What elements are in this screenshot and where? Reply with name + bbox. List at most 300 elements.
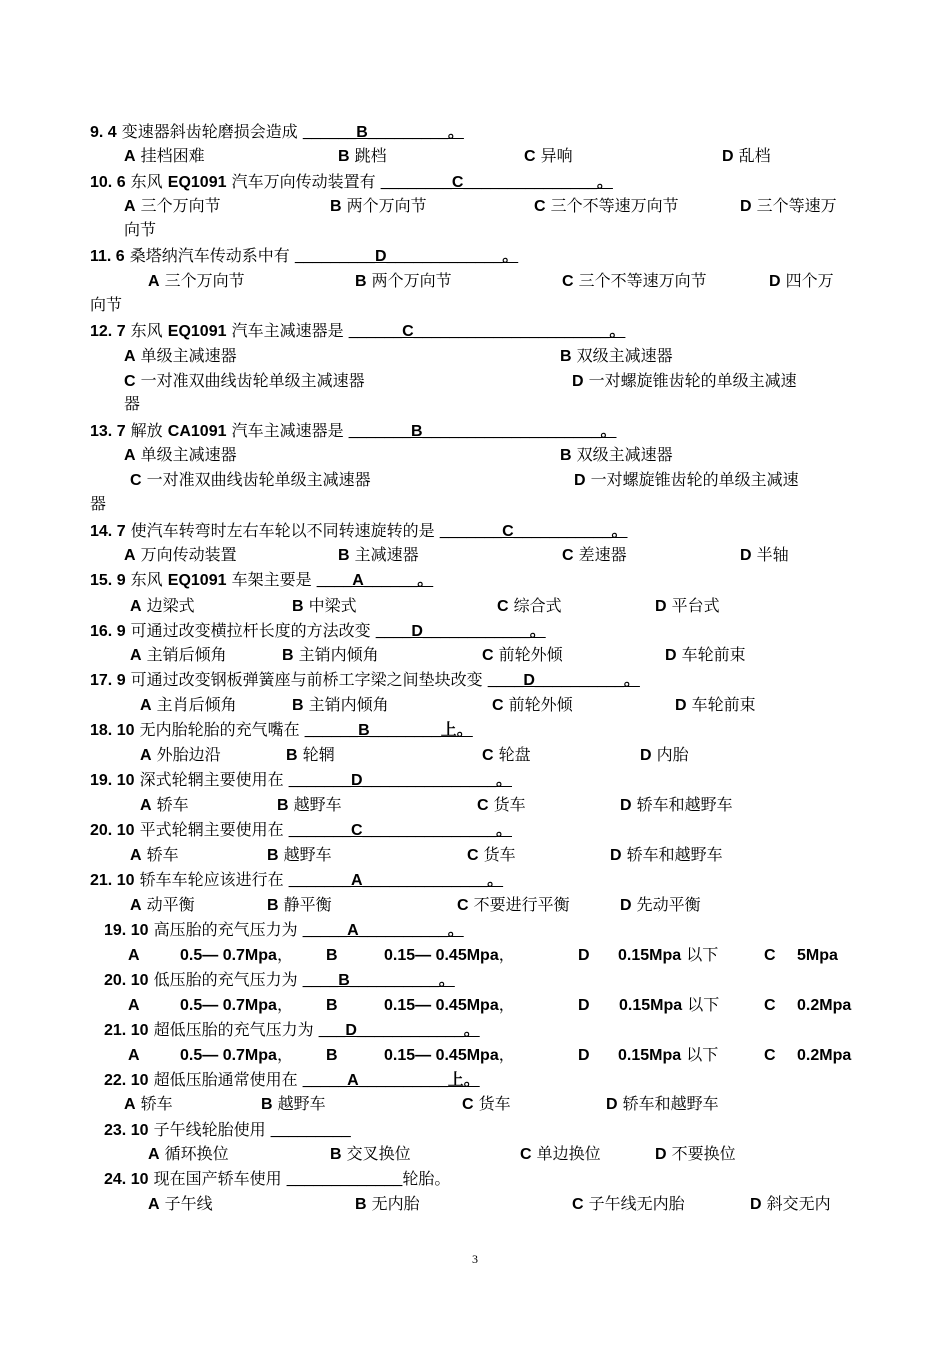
text-segment: D (640, 747, 652, 764)
text-segment: B (282, 647, 294, 664)
text-segment: B (286, 747, 298, 764)
text-segment: B (338, 148, 350, 165)
text-segment: C (764, 1047, 776, 1064)
text-line (90, 770, 512, 790)
text-segment: 内胎 (651, 745, 689, 764)
text-segment: 向节 (124, 220, 157, 239)
question-number: 21. 10 (90, 872, 135, 889)
question-number: 9. 4 (90, 124, 117, 141)
text-segment: 双级主减速器 (571, 346, 673, 365)
text-segment: A (128, 997, 140, 1014)
text-segment: C (457, 897, 469, 914)
text-line (130, 470, 371, 490)
text-segment: ， (498, 1045, 515, 1064)
text-line (180, 1045, 293, 1065)
text-line (534, 196, 679, 216)
answer-blank: _________ (270, 1122, 351, 1139)
text-segment: D (655, 1146, 667, 1163)
question-number: 16. 9 (90, 623, 126, 640)
text-line (90, 295, 122, 315)
question-number: 19. 10 (90, 772, 135, 789)
text-segment: 先动平衡 (631, 895, 701, 914)
text-line (90, 494, 106, 514)
text-segment: B (560, 447, 572, 464)
text-line (292, 596, 357, 616)
answer-blank: ____B__________。 (302, 972, 455, 989)
text-segment: D (578, 947, 590, 964)
answer-blank: ____D____________。 (375, 623, 546, 640)
text-segment: 万向传动装置 (135, 545, 237, 564)
text-segment: 子午线 (159, 1194, 213, 1213)
text-segment: ， (498, 995, 515, 1014)
text-line (384, 1045, 515, 1065)
text-line (124, 146, 205, 166)
text-segment: 无内胎轮胎的充气嘴在 (134, 720, 305, 739)
text-segment: 轮胎。 (402, 1169, 451, 1188)
text-segment: D (750, 1196, 762, 1213)
text-segment: 轮盘 (493, 745, 531, 764)
text-segment: C (534, 198, 546, 215)
text-segment: 汽车主减速器是 (226, 421, 349, 440)
text-line (148, 1144, 229, 1164)
text-line (578, 1045, 590, 1065)
text-line (665, 645, 746, 665)
text-segment: C (124, 373, 136, 390)
text-segment: C (572, 1196, 584, 1213)
question-number: 12. 7 (90, 323, 126, 340)
text-segment: 解放 (125, 421, 168, 440)
text-line (267, 895, 332, 915)
text-segment: 0.15— 0.45Mpa (384, 1047, 499, 1064)
text-segment: 轿车和越野车 (617, 1094, 719, 1113)
text-line (90, 670, 640, 690)
text-line (124, 545, 237, 565)
text-segment: D (606, 1096, 618, 1113)
answer-blank: _______D_______________。 (288, 772, 512, 789)
text-segment: C (497, 598, 509, 615)
text-segment: D (665, 647, 677, 664)
text-line (124, 196, 221, 216)
text-segment: A (128, 1047, 140, 1064)
text-line (618, 945, 718, 965)
question-number: 23. 10 (104, 1122, 149, 1139)
text-line (90, 820, 512, 840)
text-segment: B (355, 1196, 367, 1213)
text-line (267, 845, 332, 865)
text-segment: 一对螺旋锥齿轮的单级主减速 (585, 470, 799, 489)
answer-blank: ______B________上。 (304, 722, 473, 739)
text-segment: 以下 (682, 995, 720, 1014)
text-segment: 车轮前束 (686, 695, 756, 714)
text-segment: 单边换位 (531, 1144, 601, 1163)
text-segment: D (578, 997, 590, 1014)
text-line (578, 995, 590, 1015)
text-line (140, 795, 189, 815)
text-segment: EQ1091 (167, 174, 227, 191)
text-segment: A (124, 547, 136, 564)
text-line (104, 1020, 480, 1040)
answer-blank: _____A__________。 (302, 922, 464, 939)
text-segment: 轿车和越野车 (631, 795, 733, 814)
text-line (277, 795, 342, 815)
text-line (124, 394, 140, 414)
text-segment: 货车 (473, 1094, 511, 1113)
text-segment: 单级主减速器 (135, 346, 237, 365)
text-segment: 以下 (681, 945, 719, 964)
text-line (330, 196, 427, 216)
answer-blank: _______C_______________。 (288, 822, 512, 839)
text-segment: 0.15Mpa (619, 997, 683, 1014)
text-segment: 货车 (488, 795, 526, 814)
text-line (326, 945, 338, 965)
text-segment: 三个万向节 (159, 271, 245, 290)
text-segment: 变速器斜齿轮磨损会造成 (116, 122, 303, 141)
text-segment: 前轮外倾 (493, 645, 563, 664)
question-number: 14. 7 (90, 523, 126, 540)
text-line (477, 795, 526, 815)
text-segment: B (326, 947, 338, 964)
answer-blank: ____D__________。 (487, 672, 640, 689)
text-segment: 可通过改变横拉杆长度的方法改变 (125, 621, 376, 640)
text-line (261, 1094, 326, 1114)
text-segment: 高压胎的充气压力为 (148, 920, 303, 939)
text-segment: C (764, 997, 776, 1014)
text-segment: 边梁式 (141, 596, 195, 615)
text-segment: B (560, 348, 572, 365)
text-segment: A (130, 847, 142, 864)
text-segment: C (562, 547, 574, 564)
text-segment: C (462, 1096, 474, 1113)
text-segment: 三个等速万 (751, 196, 837, 215)
text-segment: 半轴 (751, 545, 789, 564)
text-segment: 异响 (535, 146, 573, 165)
text-line (124, 1094, 173, 1114)
text-line (655, 596, 720, 616)
text-segment: 中梁式 (303, 596, 357, 615)
text-segment: 乱档 (733, 146, 771, 165)
text-line (124, 445, 237, 465)
text-line (722, 146, 771, 166)
text-line (326, 1045, 338, 1065)
text-line (769, 271, 834, 291)
text-line (764, 945, 776, 965)
text-segment: 不要换位 (666, 1144, 736, 1163)
text-segment: 0.15— 0.45Mpa (384, 997, 499, 1014)
text-segment: 跳档 (349, 146, 387, 165)
text-line (130, 645, 227, 665)
text-segment: B (338, 547, 350, 564)
text-segment: 超低压胎的充气压力为 (148, 1020, 319, 1039)
text-segment: 轿车车轮应该进行在 (134, 870, 289, 889)
text-segment: 轿车 (151, 795, 189, 814)
question-number: 13. 7 (90, 423, 126, 440)
question-number: 11. 6 (90, 248, 125, 265)
text-segment: 不要进行平衡 (468, 895, 570, 914)
page-number: 3 (472, 1252, 478, 1266)
text-segment: 可通过改变钢板弹簧座与前桥工字梁之间垫块改变 (125, 670, 488, 689)
text-segment: D (620, 897, 632, 914)
answer-blank: _______C___________。 (439, 523, 628, 540)
text-segment: A (124, 348, 136, 365)
text-segment: D (610, 847, 622, 864)
text-segment: 主肖后倾角 (151, 695, 237, 714)
text-segment: A (140, 797, 152, 814)
text-segment: C (467, 847, 479, 864)
text-line (124, 346, 237, 366)
text-segment: 平式轮辋主要使用在 (134, 820, 289, 839)
text-segment: 差速器 (573, 545, 627, 564)
text-segment: 深式轮辋主要使用在 (134, 770, 289, 789)
text-segment: 平台式 (666, 596, 720, 615)
text-segment: 货车 (478, 845, 516, 864)
text-line (140, 745, 221, 765)
text-segment: 轮辋 (297, 745, 335, 764)
text-segment: C (492, 697, 504, 714)
text-line (797, 995, 851, 1015)
text-segment: 交叉换位 (341, 1144, 411, 1163)
text-segment: D (722, 148, 734, 165)
question-number: 15. 9 (90, 572, 126, 589)
text-segment: 两个万向节 (341, 196, 427, 215)
text-line (467, 845, 516, 865)
text-segment: 0.15— 0.45Mpa (384, 947, 499, 964)
text-segment: 器 (124, 394, 141, 413)
text-segment: A (130, 897, 142, 914)
text-segment: B (292, 697, 304, 714)
text-segment: 主减速器 (349, 545, 419, 564)
text-segment: 双级主减速器 (571, 445, 673, 464)
text-segment: EQ1091 (167, 572, 227, 589)
text-segment: 一对螺旋锥齿轮的单级主减速 (583, 371, 797, 390)
text-segment: B (326, 1047, 338, 1064)
text-line (740, 196, 837, 216)
text-line (572, 371, 797, 391)
text-line (104, 1120, 351, 1140)
text-segment: 东风 (125, 570, 168, 589)
text-line (90, 570, 433, 590)
text-line (562, 545, 627, 565)
text-line (562, 271, 707, 291)
answer-blank: ________C_______________。 (380, 174, 613, 191)
text-line (128, 1045, 140, 1065)
text-line (326, 995, 338, 1015)
text-line (764, 1045, 776, 1065)
text-segment: 汽车万向传动装置有 (226, 172, 381, 191)
text-line (130, 895, 195, 915)
text-line (330, 1144, 411, 1164)
text-segment: 挂档困难 (135, 146, 205, 165)
text-segment: C (482, 647, 494, 664)
text-segment: A (148, 273, 160, 290)
text-line (90, 621, 546, 641)
text-line (384, 945, 515, 965)
text-line (797, 945, 838, 965)
text-segment: 低压胎的充气压力为 (148, 970, 303, 989)
text-line (130, 845, 179, 865)
text-segment: 主销内倾角 (303, 695, 389, 714)
text-line (750, 1194, 831, 1214)
text-segment: 车架主要是 (226, 570, 317, 589)
text-segment: 三个万向节 (135, 196, 221, 215)
text-segment: 桑塔纳汽车传动系中有 (124, 246, 295, 265)
text-line (560, 346, 673, 366)
text-line (148, 271, 245, 291)
text-segment: 5Mpa (797, 947, 838, 964)
text-segment: C (520, 1146, 532, 1163)
text-line (610, 845, 723, 865)
text-segment: 0.15Mpa (618, 1047, 682, 1064)
text-line (482, 645, 563, 665)
text-segment: A (124, 148, 136, 165)
text-segment: 超低压胎通常使用在 (148, 1070, 303, 1089)
answer-blank: _______A______________。 (288, 872, 504, 889)
text-segment: A (124, 447, 136, 464)
text-line (180, 945, 293, 965)
text-segment: 三个不等速万向节 (545, 196, 679, 215)
text-line (606, 1094, 719, 1114)
text-segment: 一对准双曲线齿轮单级主减速器 (135, 371, 365, 390)
question-number: 19. 10 (104, 922, 149, 939)
answer-blank: _____A__________上。 (302, 1072, 480, 1089)
text-segment: 轿车 (135, 1094, 173, 1113)
text-segment: 四个万 (780, 271, 834, 290)
answer-blank: _________D_____________。 (294, 248, 519, 265)
text-segment: B (330, 198, 342, 215)
text-line (338, 146, 387, 166)
text-line (90, 321, 625, 341)
text-line (520, 1144, 601, 1164)
text-segment: D (740, 547, 752, 564)
text-segment: 无内胎 (366, 1194, 420, 1213)
text-segment: B (267, 897, 279, 914)
question-number: 10. 6 (90, 174, 126, 191)
text-segment: ， (276, 945, 293, 964)
text-line (655, 1144, 736, 1164)
text-segment: 0.2Mpa (797, 1047, 852, 1064)
text-segment: A (148, 1146, 160, 1163)
text-segment: 东风 (125, 321, 168, 340)
question-number: 22. 10 (104, 1072, 149, 1089)
text-line (578, 945, 590, 965)
text-segment: D (578, 1047, 590, 1064)
text-segment: 循环换位 (159, 1144, 229, 1163)
text-segment: C (764, 947, 776, 964)
text-segment: 斜交无内 (761, 1194, 831, 1213)
text-segment: 主销后倾角 (141, 645, 227, 664)
answer-blank: ______C______________________。 (348, 323, 626, 340)
text-line (140, 695, 237, 715)
text-segment: 东风 (125, 172, 168, 191)
text-segment: 两个万向节 (366, 271, 452, 290)
question-number: 20. 10 (104, 972, 149, 989)
answer-blank: _____________ (286, 1171, 403, 1188)
answer-blank: ___D____________。 (318, 1022, 480, 1039)
text-line (482, 745, 531, 765)
text-segment: D (572, 373, 584, 390)
text-segment: C (562, 273, 574, 290)
text-line (104, 920, 464, 940)
text-line (619, 995, 719, 1015)
text-segment: B (330, 1146, 342, 1163)
text-segment: 前轮外倾 (503, 695, 573, 714)
text-segment: C (477, 797, 489, 814)
text-segment: B (267, 847, 279, 864)
text-segment: C (524, 148, 536, 165)
text-line (292, 695, 389, 715)
text-segment: 单级主减速器 (135, 445, 237, 464)
text-line (355, 271, 452, 291)
text-segment: 以下 (681, 1045, 719, 1064)
text-line (620, 795, 733, 815)
text-line (797, 1045, 851, 1065)
text-segment: B (277, 797, 289, 814)
text-line (620, 895, 701, 915)
question-number: 21. 10 (104, 1022, 149, 1039)
text-line (574, 470, 799, 490)
text-segment: 向节 (90, 295, 123, 314)
text-segment: D (655, 598, 667, 615)
text-line (497, 596, 562, 616)
text-line (124, 371, 365, 391)
text-segment: 0.5— 0.7Mpa (180, 947, 277, 964)
text-segment: C (482, 747, 494, 764)
text-segment: 0.2Mpa (797, 997, 852, 1014)
text-line (128, 995, 140, 1015)
text-segment: 轿车 (141, 845, 179, 864)
text-segment: 越野车 (288, 795, 342, 814)
text-segment: 外胎边沿 (151, 745, 221, 764)
text-segment: 0.5— 0.7Mpa (180, 997, 277, 1014)
text-line (90, 521, 628, 541)
text-segment: A (124, 198, 136, 215)
text-segment: B (326, 997, 338, 1014)
text-segment: 主销内倾角 (293, 645, 379, 664)
text-segment: A (130, 647, 142, 664)
text-segment: 使汽车转弯时左右车轮以不同转速旋转的是 (125, 521, 440, 540)
text-segment: D (574, 472, 586, 489)
text-line (90, 421, 617, 441)
text-line (384, 995, 515, 1015)
text-line (355, 1194, 420, 1214)
text-line (560, 445, 673, 465)
text-line (524, 146, 573, 166)
text-segment: A (148, 1196, 160, 1213)
answer-blank: ______B_________。 (302, 124, 464, 141)
text-segment: 0.5— 0.7Mpa (180, 1047, 277, 1064)
text-segment: 一对准双曲线齿轮单级主减速器 (141, 470, 371, 489)
text-line (104, 1169, 450, 1189)
text-segment: ， (276, 1045, 293, 1064)
text-line (104, 970, 455, 990)
text-line (282, 645, 379, 665)
text-segment: 车轮前束 (676, 645, 746, 664)
text-segment: 子午线无内胎 (583, 1194, 685, 1213)
text-line (90, 720, 473, 740)
text-line (618, 1045, 718, 1065)
text-line (180, 995, 293, 1015)
text-segment: A (130, 598, 142, 615)
text-segment: B (355, 273, 367, 290)
text-line (640, 745, 689, 765)
text-segment: ， (498, 945, 515, 964)
text-segment: B (261, 1096, 273, 1113)
text-segment: 越野车 (272, 1094, 326, 1113)
text-segment: 静平衡 (278, 895, 332, 914)
text-segment: B (292, 598, 304, 615)
text-segment: 三个不等速万向节 (573, 271, 707, 290)
text-segment: D (769, 273, 781, 290)
text-segment: 越野车 (278, 845, 332, 864)
